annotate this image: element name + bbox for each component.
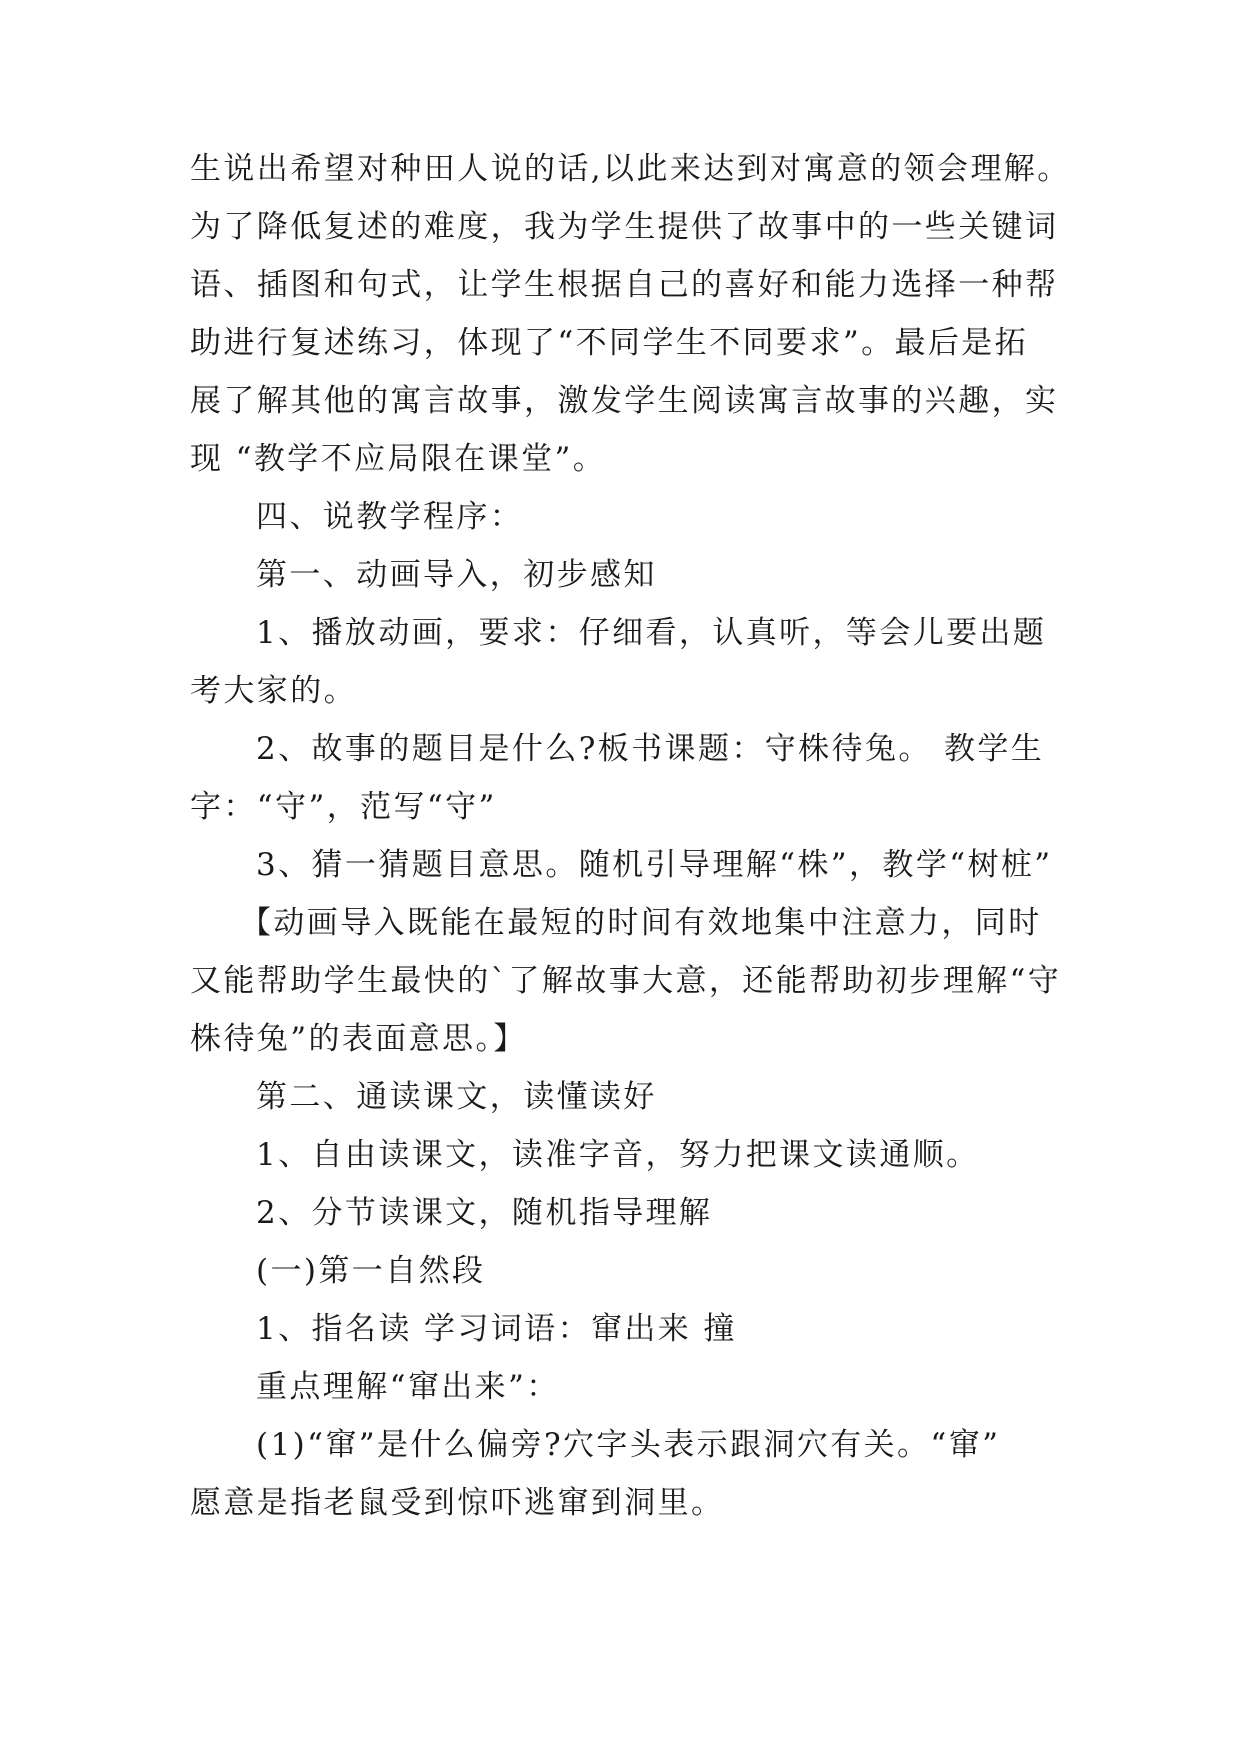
text-line: 又能帮助学生最快的`了解故事大意，还能帮助初步理解“守 [190,963,1062,999]
text-line: 生说出希望对种田人说的话,以此来达到对寓意的领会理解。 [190,151,1071,187]
text-line: 重点理解“窜出来”： [256,1369,560,1405]
text-line: 愿意是指老鼠受到惊吓逃窜到洞里。 [190,1485,725,1521]
text-line: 1、指名读 学习词语：窜出来 撞 [256,1311,737,1347]
text-line: 字：“守”，范写“守” [190,789,497,825]
text-line: 考大家的。 [190,673,357,709]
text-line: 株待兔”的表面意思。】 [190,1021,527,1057]
text-line: 1、自由读课文，读准字音，努力把课文读通顺。 [256,1137,980,1173]
section-heading: 四、说教学程序： [256,499,524,535]
text-line: 语、插图和句式，让学生根据自己的喜好和能力选择一种帮 [190,267,1059,303]
text-line: 现 “教学不应局限在课堂”。 [190,441,607,477]
text-line: 3、猜一猜题目意思。随机引导理解“株”，教学“树桩” [256,847,1053,883]
text-line: (1)“窜”是什么偏旁?穴字头表示跟洞穴有关。“窜” [256,1427,1001,1463]
text-line: 展了解其他的寓言故事，激发学生阅读寓言故事的兴趣，实 [190,383,1059,419]
subsection-heading: 第二、通读课文，读懂读好 [256,1079,657,1115]
text-line: 2、故事的题目是什么?板书课题：守株待兔。 教学生 [256,731,1045,767]
text-line: 【动画导入既能在最短的时间有效地集中注意力，同时 [240,905,1042,941]
text-line: (一)第一自然段 [256,1253,486,1289]
text-line: 2、分节读课文，随机指导理解 [256,1195,713,1231]
text-line: 助进行复述练习，体现了“不同学生不同要求”。最后是拓 [190,325,1029,361]
text-line: 为了降低复述的难度，我为学生提供了故事中的一些关键词 [190,209,1059,245]
text-line: 1、播放动画，要求：仔细看，认真听，等会儿要出题 [256,615,1047,651]
subsection-heading: 第一、动画导入，初步感知 [256,557,657,593]
